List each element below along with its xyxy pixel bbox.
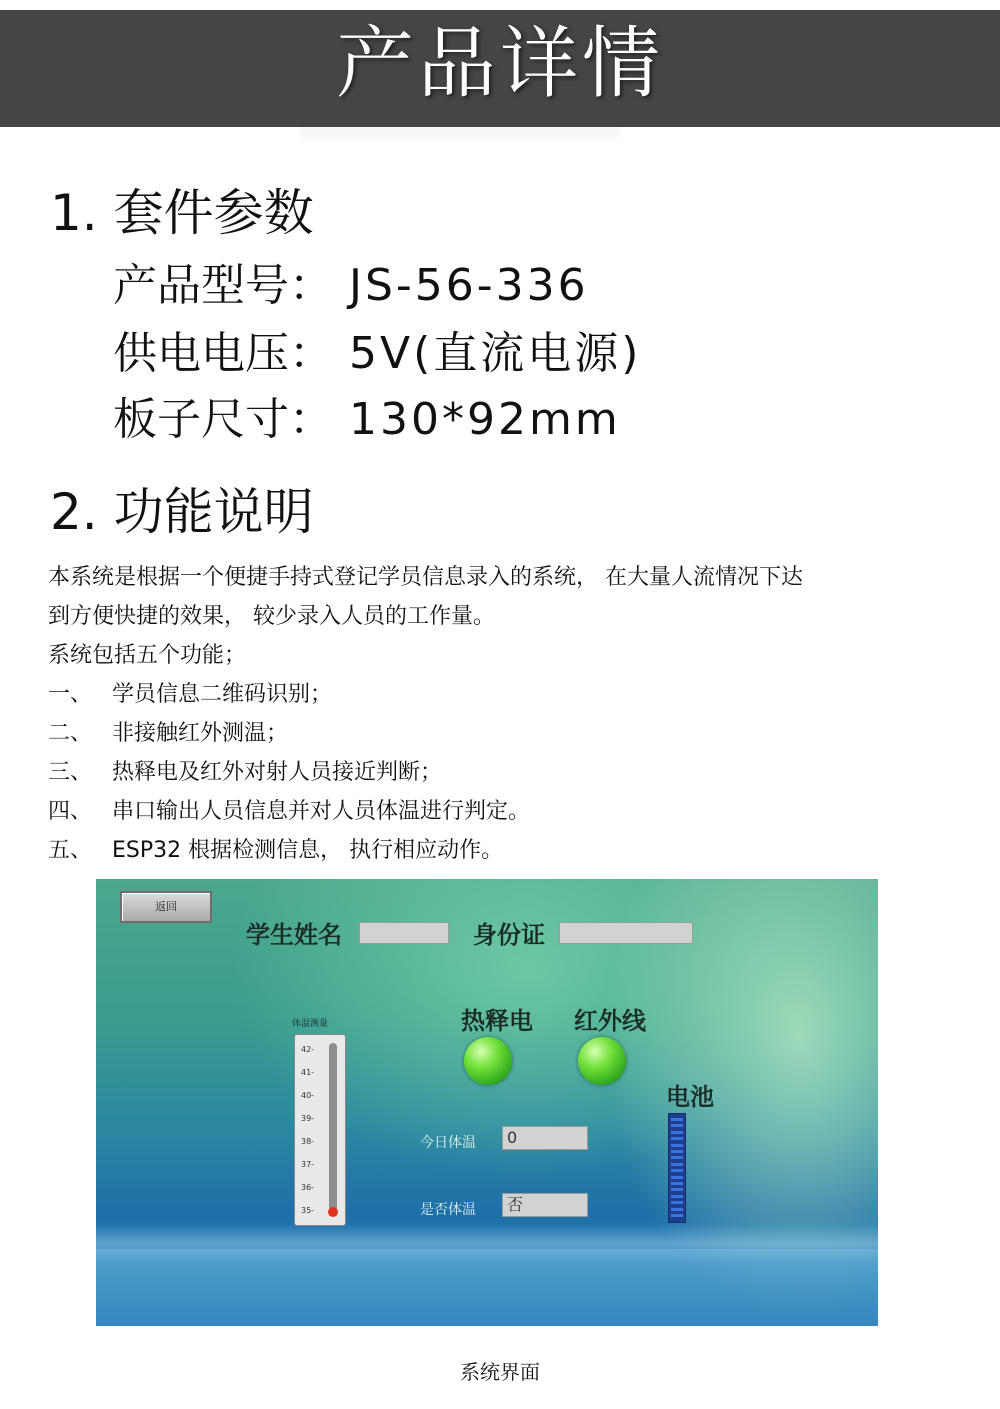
battery-cell <box>671 1201 683 1204</box>
today-temp-field[interactable]: 0 <box>502 1126 588 1150</box>
param-board-size <box>113 392 621 448</box>
function-text: 串口输出人员信息并对人员体温进行判定。 <box>112 799 531 824</box>
function-text: 非接触红外测温； <box>112 721 289 746</box>
section-heading-functions: 2. 功能说明 <box>50 483 314 541</box>
param-model <box>113 258 589 314</box>
intro-line: 本系统是根据一个便捷手持式登记学员信息录入的系统， 在大量人流情况下达 <box>48 565 803 590</box>
param-voltage-label: 供电电压： <box>113 328 333 379</box>
param-model-label: 产品型号： <box>113 260 333 311</box>
infrared-indicator-led <box>578 1037 626 1085</box>
function-item <box>48 714 968 753</box>
student-name-label: 学生姓名 <box>246 921 342 949</box>
back-button[interactable]: 返回 <box>120 891 212 923</box>
function-number: 三、 <box>48 760 93 785</box>
battery-cell <box>671 1156 683 1159</box>
battery-cell <box>671 1163 683 1166</box>
thermometer-tube <box>329 1043 337 1215</box>
param-voltage <box>113 326 641 382</box>
battery-cell <box>671 1118 683 1121</box>
thermometer-tick: 38- <box>301 1137 315 1146</box>
background-floor <box>96 1249 878 1326</box>
function-item <box>48 792 968 831</box>
today-temp-label: 今日体温 <box>420 1135 476 1151</box>
function-text: 学员信息二维码识别； <box>112 682 333 707</box>
thermometer-bulb <box>328 1207 338 1217</box>
thermometer-label: 体温测量 <box>292 1019 329 1029</box>
battery-cell <box>671 1176 683 1179</box>
banner-reflection <box>300 127 620 145</box>
param-model-value: JS-56-336 <box>349 260 589 311</box>
param-board-size-value: 130*92mm <box>349 394 621 445</box>
battery-cell <box>671 1150 683 1153</box>
fever-label: 是否体温 <box>420 1202 476 1218</box>
thermometer-tick: 42- <box>301 1045 315 1054</box>
battery-cell <box>671 1124 683 1127</box>
function-item <box>48 831 968 870</box>
function-number: 五、 <box>48 838 93 863</box>
thermometer-tick: 40- <box>301 1091 315 1100</box>
battery-cell <box>671 1195 683 1198</box>
system-ui-screenshot <box>96 879 878 1326</box>
function-number: 二、 <box>48 721 93 746</box>
pir-label: 热释电 <box>461 1007 533 1035</box>
function-number: 四、 <box>48 799 93 824</box>
function-number: 一、 <box>48 682 93 707</box>
id-card-label: 身份证 <box>473 921 545 949</box>
thermometer-tick: 37- <box>301 1160 315 1169</box>
battery-cell <box>671 1144 683 1147</box>
battery-cell <box>671 1214 683 1217</box>
figure-caption: 系统界面 <box>460 1360 540 1384</box>
param-board-size-label: 板子尺寸： <box>113 394 333 445</box>
student-name-field[interactable] <box>359 922 449 944</box>
intro-line: 系统包括五个功能； <box>48 643 247 668</box>
battery-cell <box>671 1208 683 1211</box>
param-voltage-value: 5V(直流电源) <box>349 328 642 379</box>
section-heading-params: 1. 套件参数 <box>50 184 314 242</box>
function-text: ESP32 根据检测信息， 执行相应动作。 <box>112 838 504 863</box>
thermometer-tick: 36- <box>301 1183 315 1192</box>
battery-cell <box>671 1182 683 1185</box>
battery-level-bar <box>668 1113 686 1223</box>
function-text: 热释电及红外对射人员接近判断； <box>112 760 443 785</box>
function-item <box>48 675 968 714</box>
battery-cell <box>671 1131 683 1134</box>
pir-indicator-led <box>464 1037 512 1085</box>
battery-label: 电池 <box>666 1083 714 1111</box>
thermometer-tick: 35- <box>301 1206 315 1215</box>
function-description <box>48 558 968 870</box>
battery-cell <box>671 1169 683 1172</box>
thermometer-tick: 39- <box>301 1114 315 1123</box>
battery-cell <box>671 1137 683 1140</box>
function-item <box>48 753 968 792</box>
banner-title: 产品详情 <box>335 19 664 109</box>
fever-field[interactable]: 否 <box>502 1193 588 1217</box>
infrared-label: 红外线 <box>574 1007 646 1035</box>
thermometer-tick: 41- <box>301 1068 315 1077</box>
intro-line: 到方便快捷的效果， 较少录入人员的工作量。 <box>48 604 495 629</box>
thermometer-gauge <box>294 1034 346 1226</box>
battery-cell <box>671 1188 683 1191</box>
id-card-field[interactable] <box>559 922 693 944</box>
